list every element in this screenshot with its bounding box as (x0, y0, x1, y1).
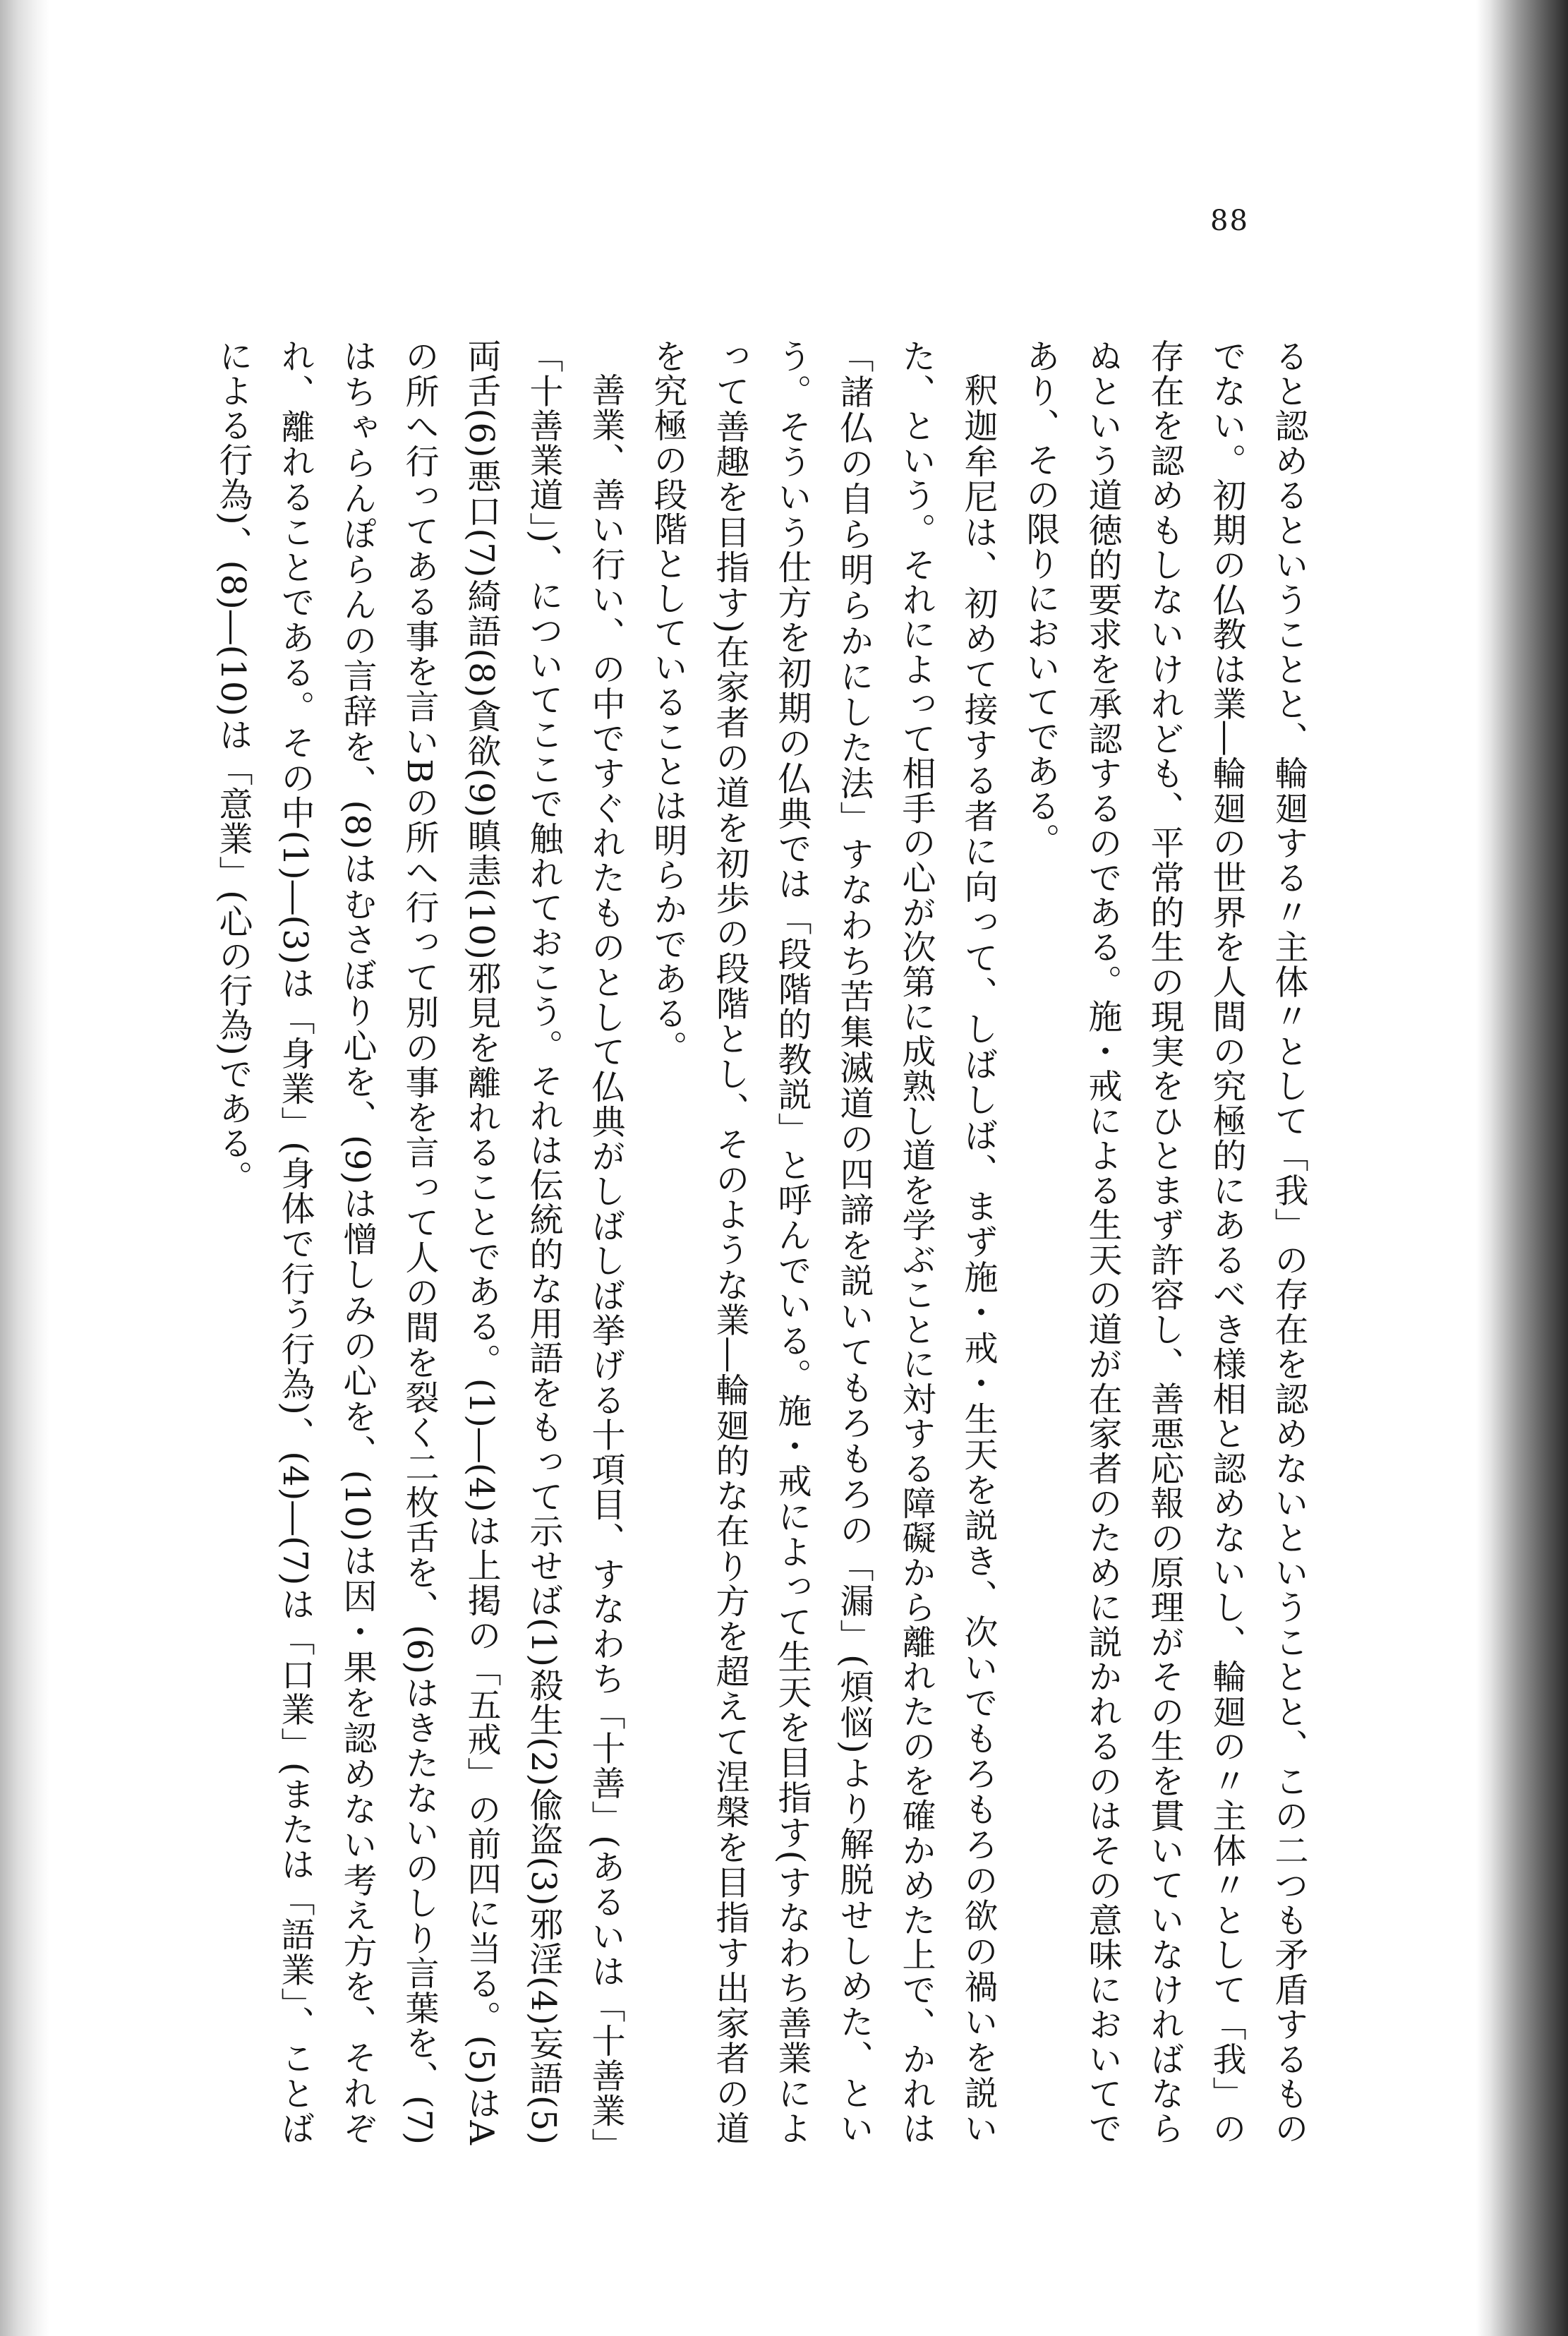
paragraph-3: 善業、善い行い、の中ですぐれたものとして仏典がしばしば挙げる十項目、すなわち「十善」(あるいは「十善業」「十善業道」)、についてここで触れておこう。それは伝統的な用語をもって示せば(1)殺生(2)偸盗(3)邪淫(4)妄語(5)両舌(6)悪口(7)綺語(8)貪欲(9)瞋恚(10)邪見を離れることである。(1)―(4)は上掲の「五戒」の前四に当る。(5)はAの所へ行ってある事を言いBの所へ行って別の事を言って人の間を裂く二枚舌を、(6)はきたないのしり言葉を、(7)はちゃらんぽらんの言辞を、(8)はむさぼり心を、(9)は憎しみの心を、(10)は因・果を認めない考え方を、それぞれ、離れることである。その中(1)―(3)は「身業」(身体で行う行為)、(4)―(7)は「口業」(または「語業」、ことばによる行為)、(8)―(10)は「意業」(心の行為)である。 (213, 339, 625, 2145)
page-number: 88 (1210, 205, 1249, 237)
scan-edge-left (0, 0, 49, 2336)
scan-edge-right (1476, 0, 1568, 2336)
paragraph-2: 釈迦牟尼は、初めて接する者に向って、しばしば、まず施・戒・生天を説き、次いでもろもろの欲の禍いを説いた、という。それによって相手の心が次第に成熟し道を学ぶことに対する障礙から離れたのを確かめた上で、かれは「諸仏の自ら明らかにした法」すなわち苦集滅道の四諦を説いてもろもろの「漏」(煩悩)より解脱せしめた、という。そういう仕方を初期の仏典では「段階的教説」と呼んでいる。施・戒によって生天を目指す(すなわち善業によって善趣を目指す)在家者の道を初歩の段階とし、そのような業―輪廻的な在り方を超えて涅槃を目指す出家者の道を究極の段階としていることは明らかである。 (648, 339, 998, 2145)
body-text (49, 339, 1320, 2145)
paragraph-1: ると認めるということと、輪廻する〃主体〃として「我」の存在を認めないということと、この二つも矛盾するものでない。初期の仏教は業―輪廻の世界を人間の究極的にあるべき様相と認めないし、輪廻の〃主体〃として「我」の存在を認めもしないけれども、平常的生の現実をひとまず許容し、善悪応報の原理がその生を貫いていなければならぬという道徳的要求を承認するのである。施・戒による生天の道が在家者のために説かれるのはその意味においてであり、その限りにおいてである。 (1020, 339, 1308, 2145)
